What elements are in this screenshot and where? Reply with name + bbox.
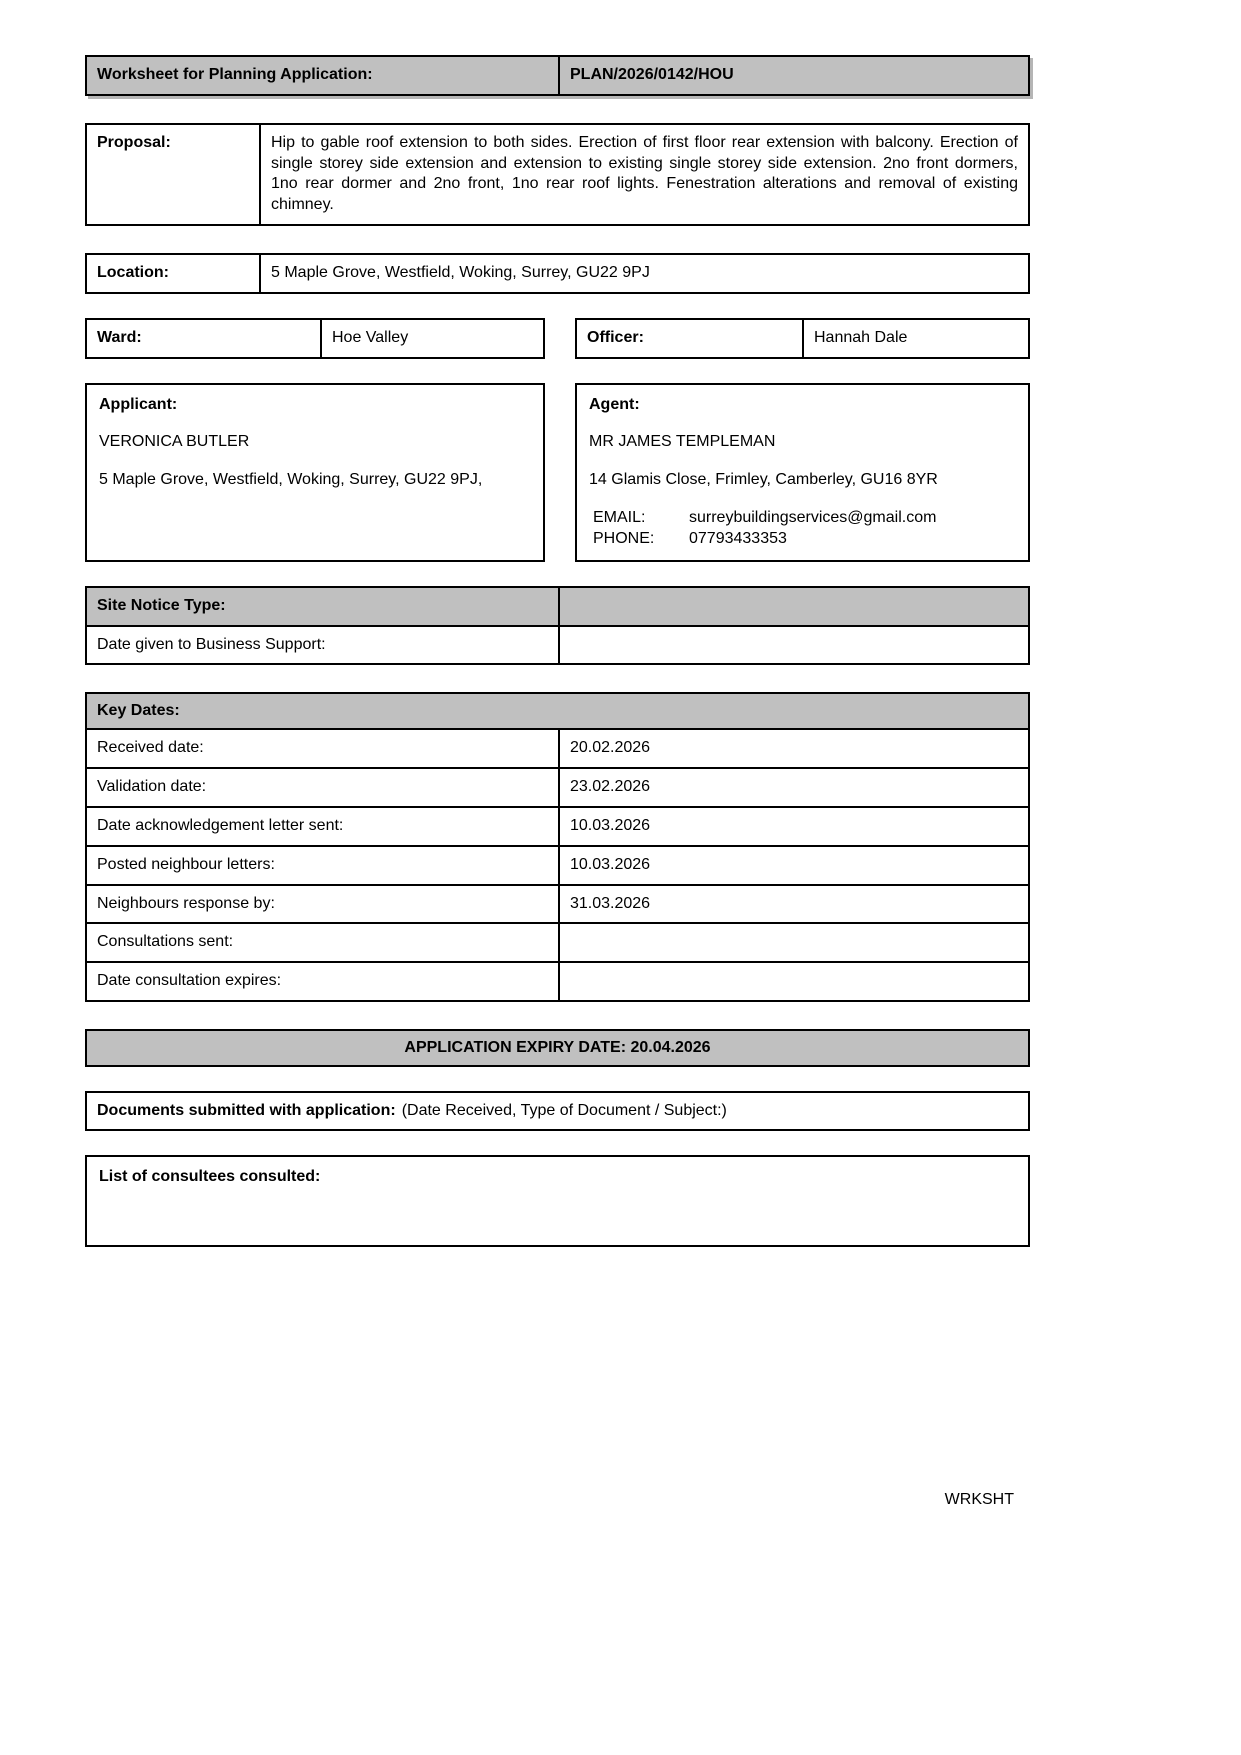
application-expiry-banner: APPLICATION EXPIRY DATE: 20.04.2026 (85, 1029, 1030, 1067)
site-notice-header-value (558, 588, 1028, 625)
agent-email-value: surreybuildingservices@gmail.com (689, 508, 937, 526)
ward-officer-row (85, 318, 1030, 359)
ward-table (85, 318, 545, 359)
applicant-label: Applicant: (99, 395, 178, 413)
key-date-value (558, 963, 1028, 1000)
agent-address: 14 Glamis Close, Frimley, Camberley, GU16 8YR (589, 471, 938, 489)
key-date-label: Neighbours response by: (97, 894, 275, 912)
officer-label: Officer: (587, 328, 644, 346)
agent-email-label: EMAIL: (593, 508, 646, 526)
proposal-label: Proposal: (97, 133, 171, 151)
ward-value: Hoe Valley (320, 320, 543, 357)
key-dates-row-neighbour-letters (87, 845, 1028, 884)
header-table (85, 55, 1030, 96)
location-value: 5 Maple Grove, Westfield, Woking, Surrey, GU22 9PJ (259, 255, 1028, 292)
documents-label: Documents submitted with application: (97, 1101, 396, 1119)
consultees-box (85, 1155, 1030, 1247)
key-dates-row-acknowledgement (87, 806, 1028, 845)
key-date-value: 10.03.2026 (558, 808, 1028, 845)
documents-hint: (Date Received, Type of Document / Subject:) (401, 1101, 727, 1119)
application-reference: PLAN/2026/0142/HOU (558, 57, 1028, 94)
agent-phone-line (589, 529, 1016, 550)
agent-phone-label: PHONE: (593, 529, 655, 547)
key-date-value: 20.02.2026 (558, 730, 1028, 767)
site-notice-row-value (558, 627, 1028, 664)
agent-email-line (589, 508, 1016, 529)
key-dates-row-neighbours-response (87, 884, 1028, 923)
key-date-label: Consultations sent: (97, 933, 234, 951)
proposal-table (85, 123, 1030, 226)
key-date-label: Date consultation expires: (97, 972, 282, 990)
key-date-label: Validation date: (97, 778, 207, 796)
key-date-label: Date acknowledgement letter sent: (97, 816, 344, 834)
key-date-value: 10.03.2026 (558, 847, 1028, 884)
worksheet-title: Worksheet for Planning Application: (97, 66, 373, 83)
key-dates-row-received (87, 728, 1028, 767)
agent-box (575, 383, 1030, 562)
agent-label: Agent: (589, 395, 640, 413)
key-dates-row-validation (87, 767, 1028, 806)
location-label: Location: (97, 263, 169, 281)
key-date-label: Posted neighbour letters: (97, 855, 275, 873)
worksheet-document (85, 55, 1030, 1247)
key-dates-table (85, 692, 1030, 1002)
officer-table (575, 318, 1030, 359)
site-notice-header-label: Site Notice Type: (97, 596, 226, 614)
ward-label: Ward: (97, 328, 142, 346)
officer-value: Hannah Dale (802, 320, 1028, 357)
key-dates-header: Key Dates: (87, 694, 1028, 728)
documents-table (85, 1091, 1030, 1131)
applicant-name: VERONICA BUTLER (99, 433, 250, 451)
site-notice-row-label: Date given to Business Support: (97, 635, 326, 653)
site-notice-table (85, 586, 1030, 666)
proposal-text: Hip to gable roof extension to both sides. Erection of first floor rear extension with balcony. Erection of single storey side extension and extension to existing single storey side extension. 2no front dormers, 1no rear dormer and 2no front, 1no rear roof lights. Fenestration alterations and removal of existing chimney. (259, 125, 1028, 224)
agent-phone-value: 07793433353 (689, 529, 787, 547)
key-date-label: Received date: (97, 739, 204, 757)
agent-name: MR JAMES TEMPLEMAN (589, 433, 776, 451)
location-table (85, 253, 1030, 294)
applicant-address: 5 Maple Grove, Westfield, Woking, Surrey, GU22 9PJ, (99, 471, 483, 489)
key-dates-row-consultation-expires (87, 961, 1028, 1000)
key-date-value: 31.03.2026 (558, 886, 1028, 923)
applicant-agent-row (85, 383, 1030, 562)
key-dates-row-consultations-sent (87, 922, 1028, 961)
key-date-value (558, 924, 1028, 961)
key-date-value: 23.02.2026 (558, 769, 1028, 806)
applicant-box (85, 383, 545, 562)
consultees-label: List of consultees consulted: (99, 1167, 321, 1185)
footer-code: WRKSHT (944, 1491, 1014, 1508)
